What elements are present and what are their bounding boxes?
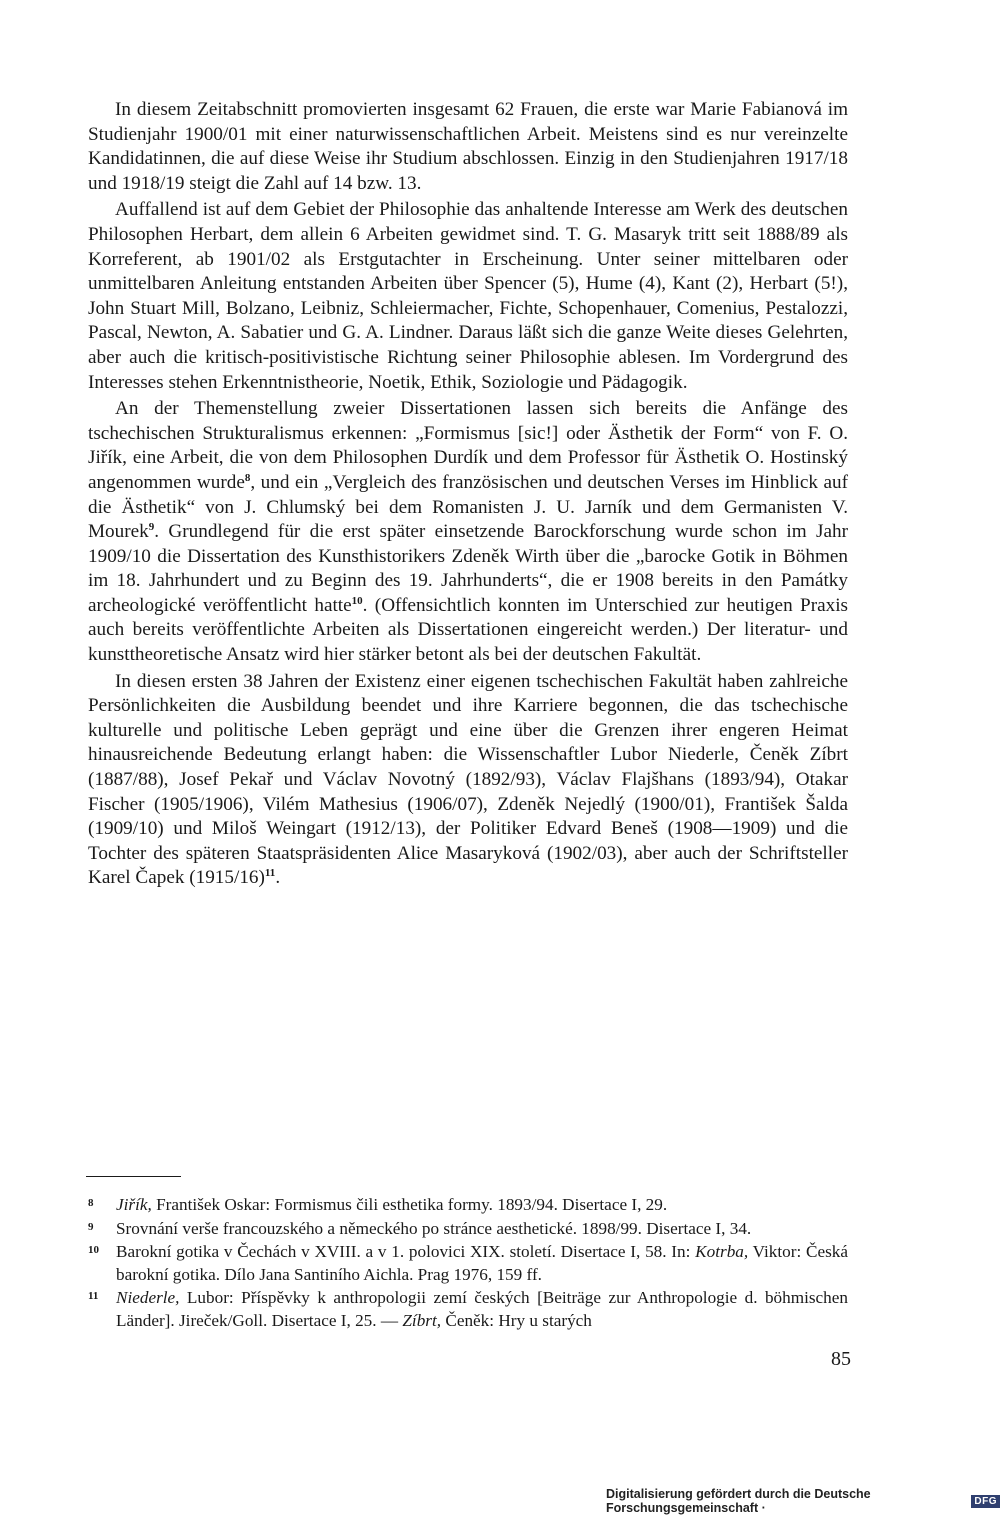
paragraph-text: .	[275, 867, 281, 889]
footnote-number: 8	[88, 1197, 94, 1209]
footnote-ref-8[interactable]: 8	[244, 471, 251, 484]
footnote-10	[88, 1241, 848, 1286]
footnote-divider	[86, 1176, 181, 1177]
paragraph-3	[88, 397, 848, 668]
paragraph-4	[88, 670, 848, 891]
paragraph-text: , und ein „Vergleich des französischen und deutschen Verses im Hinblick auf die Ästhetik“ von J. Chlumský bei dem Romanisten J. U. Jarník und dem Germanisten V. Mourek	[88, 471, 848, 543]
footnote-8	[88, 1194, 848, 1217]
footnote-text	[116, 1194, 848, 1217]
footnote-body: Srovnání verše francouzského a německého po stránce aesthetické. 1898/99. Disertace I, 34.	[116, 1218, 752, 1238]
footnote-9	[88, 1218, 848, 1241]
footnote-body: Lubor: Příspěvky k anthropologii zemí českých [Beiträge zur Anthropologie d. böhmischen Länder]. Jireček/Goll. Disertace I, 25. —	[116, 1288, 848, 1330]
footnote-ref-11[interactable]: 11	[264, 867, 276, 880]
dfg-logo-icon: DFG	[971, 1495, 1000, 1508]
footnote-text	[116, 1241, 848, 1286]
footnote-author: Zíbrt,	[402, 1310, 442, 1330]
footnote-author: Niederle,	[116, 1288, 180, 1308]
footnote-number: 10	[88, 1244, 99, 1257]
footnote-body: Barokní gotika v Čechách v XVIII. a v 1. polovici XIX. století. Disertace I, 58. In:	[116, 1242, 696, 1262]
paragraph-text: . (Offensichtlich konnten im Unterschied zur heutigen Praxis auch bereits veröffentlichte Arbeiten als Dissertationen eingereicht werden.) Der literatur- und kunsttheoretische Ansatz wird hier stärker betont als bei der deutschen Fakultät.	[88, 594, 848, 666]
footnotes	[88, 1194, 848, 1334]
footnote-ref-10[interactable]: 10	[351, 594, 363, 607]
footnote-body: Čeněk: Hry u starých	[441, 1310, 592, 1330]
footnote-11	[88, 1287, 848, 1332]
paragraph-2	[88, 198, 848, 395]
paragraph-text: An der Themenstellung zweier Dissertationen lassen sich bereits die Anfänge des tschechischen Strukturalismus erkennen: „Formismus [sic!] oder Ästhetik der Form“ von F. O. Jiřík, eine Arbeit, die von dem Philosophen Durdík und dem Professor für Ästhetik O. Hostinský angenommen wurde	[88, 398, 848, 493]
paragraph-text: Auffallend ist auf dem Gebiet der Philosophie das anhaltende Interesse am Werk des deutschen Philosophen Herbart, dem allein 6 Arbeiten gewidmet sind. T. G. Masaryk tritt seit 1888/89 als Korreferent, ab 1901/02 als Erstgutachter in Erscheinung. Unter seiner mittelbaren oder unmittelbaren Anleitung entstanden Arbeiten über Spencer (5), Hume (4), Kant (2), Herbart (5!), John Stuart Mill, Bolzano, Leibniz, Schleiermacher, Fichte, Schopenhauer, Comenius, Pestalozzi, Pascal, Newton, A. Sabatier und G. A. Lindner. Daraus läßt sich die ganze Weite dieses Gelehrten, aber auch die kritisch-positivistische Richtung seiner Philosophie ablesen. Im Vordergrund des Interesses stehen Erkenntnistheorie, Noetik, Ethik, Soziologie und Pädagogik.	[88, 199, 848, 393]
paragraph-text: In diesen ersten 38 Jahren der Existenz einer eigenen tschechischen Fakultät haben zahlreiche Persönlichkeiten die Ausbildung beendet und ihre Karriere begonnen, die das tschechische kulturelle und politische Leben geprägt und eine über die Grenzen ihrer engeren Heimat hinausreichende Bedeutung erlangt haben: die Wissenschaftler Lubor Niederle, Čeněk Zíbrt (1887/88), Josef Pekař und Václav Novotný (1892/93), Václav Flajšhans (1893/94), Otakar Fischer (1905/1906), Vilém Mathesius (1906/07), Zdeněk Nejedlý (1900/01), František Šalda (1909/10) und Miloš Weingart (1912/13), der Politiker Edvard Beneš (1908—1909) und die Tochter des späteren Staatspräsidenten Alice Masaryková (1902/03), aber auch der Schriftsteller Karel Čapek (1915/16)	[88, 670, 848, 889]
footnote-text	[116, 1218, 848, 1241]
footnote-number: 9	[88, 1220, 94, 1233]
footnote-author: Kotrba,	[695, 1242, 749, 1262]
paragraph-text: In diesem Zeitabschnitt promovierten insgesamt 62 Frauen, die erste war Marie Fabianová im Studienjahr 1900/01 mit einer naturwissenschaftlichen Arbeit. Meistens sind es nur vereinzelte Kandidatinnen, die auf diese Weise ihr Studium abschlossen. Einzig in den Studienjahren 1917/18 und 1918/19 steigt die Zahl auf 14 bzw. 13.	[88, 99, 848, 194]
footnote-body: Viktor: Česká barokní gotika. Dílo Jana Santiního Aichla. Prag 1976, 159 ff.	[116, 1242, 849, 1284]
paragraph-1	[88, 98, 848, 196]
body-text	[88, 98, 848, 893]
footnote-body: František Oskar: Formismus čili esthetika formy. 1893/94. Disertace I, 29.	[151, 1195, 668, 1214]
footnote-number: 11	[88, 1290, 99, 1303]
footnote-ref-9[interactable]: 9	[148, 521, 155, 534]
footer-text: Digitalisierung gefördert durch die Deutsche Forschungsgemeinschaft ·	[606, 1487, 871, 1515]
page-number: 85	[831, 1348, 851, 1370]
footnote-text	[116, 1287, 848, 1332]
footnote-author: Jiřík,	[116, 1195, 152, 1214]
digitization-footer	[606, 1487, 1000, 1515]
paragraph-text: . Grundlegend für die erst später einsetzende Barockforschung wurde schon im Jahr 1909/10 die Dissertation des Kunsthistorikers Zdeněk Wirth über die „barocke Gotik in Böhmen im 18. Jahrhundert und zu Beginn des 19. Jahrhunderts“, die er 1908 bereits in den Památky archeologické veröffentlicht hatte	[88, 521, 848, 616]
